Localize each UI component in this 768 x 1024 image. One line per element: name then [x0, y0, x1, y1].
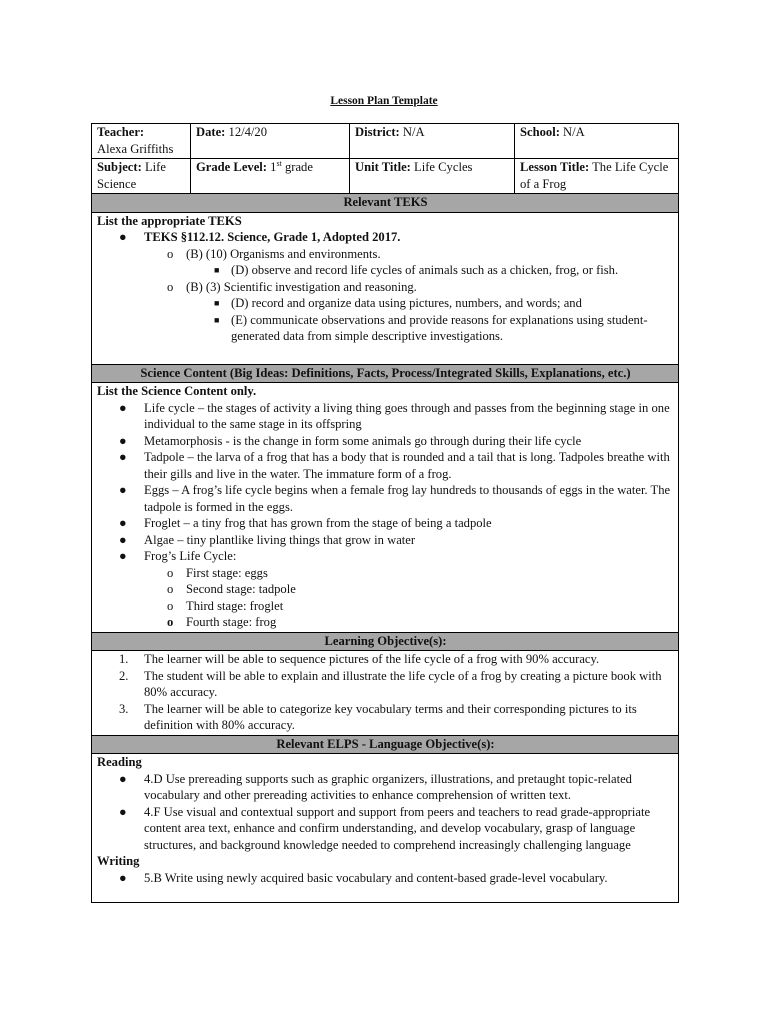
- bullet-icon: ●: [119, 532, 127, 547]
- objectives-content: [92, 651, 679, 736]
- list-item: [97, 312, 674, 345]
- circle-bullet-icon: o: [167, 615, 174, 629]
- teks-sub2-items: [97, 295, 674, 345]
- lesson-title-cell: [515, 159, 679, 194]
- list-number: 1.: [119, 652, 129, 666]
- list-item: [97, 279, 674, 296]
- science-item: Life cycle – the stages of activity a living thing goes through and passes from the beginning stage in one individual to the same stage in its offspring: [144, 400, 670, 431]
- objectives-content-row: [92, 651, 679, 736]
- science-list: [97, 400, 674, 565]
- square-bullet-icon: ■: [214, 298, 220, 308]
- science-intro: List the Science Content only.: [97, 384, 257, 398]
- subject-cell: [92, 159, 191, 194]
- writing-list: [97, 870, 674, 887]
- teks-list: [97, 229, 674, 246]
- header-row-2: [92, 159, 679, 194]
- science-item: Eggs – A frog’s life cycle begins when a female frog lay hundreds to thousands of eggs in the water. The tadpole is formed in the eggs.: [144, 483, 671, 514]
- unit-title-value: Life Cycles: [414, 160, 473, 174]
- science-item: Froglet – a tiny frog that has grown from the stage of being a tadpole: [144, 516, 492, 530]
- elps-content-row: [92, 754, 679, 903]
- school-cell: [515, 124, 679, 159]
- teks-sub-heading: (B) (3) Scientific investigation and reasoning.: [186, 279, 417, 294]
- list-item: [97, 449, 674, 482]
- teks-item: (D) record and organize data using pictures, numbers, and words; and: [231, 296, 582, 310]
- circle-bullet-icon: o: [167, 598, 174, 613]
- stage-item: First stage: eggs: [186, 565, 268, 580]
- teks-heading: Relevant TEKS: [92, 194, 679, 213]
- reading-item: 4.F Use visual and contextual support and support from peers and teachers to read grade-appropriate content area text, enhance and confirm understanding, and develop vocabulary, grasp of language structures, and background knowledge needed to comprehend increasingly challenging language: [144, 804, 651, 852]
- list-item: [97, 651, 674, 668]
- stage-item: Second stage: tadpole: [186, 582, 296, 596]
- district-label: District:: [355, 125, 400, 139]
- bullet-icon: ●: [119, 433, 127, 448]
- bullet-icon: ●: [119, 516, 127, 530]
- document-title: Lesson Plan Template: [330, 95, 438, 107]
- objective-item: The learner will be able to sequence pictures of the life cycle of a frog with 90% accuracy.: [144, 652, 600, 666]
- science-content-row: [92, 383, 679, 633]
- science-item: Algae – tiny plantlike living things that grow in water: [144, 532, 416, 547]
- elps-header-row: [92, 735, 679, 754]
- list-item: [97, 482, 674, 515]
- unit-title-cell: [350, 159, 515, 194]
- grade-suffix: st: [276, 158, 282, 168]
- objectives-list: [97, 651, 674, 734]
- grade-cell: [191, 159, 350, 194]
- lesson-plan-table: [91, 123, 679, 903]
- teks-sub-list: [97, 246, 674, 263]
- science-item: Metamorphosis - is the change in form some animals go through during their life cycle: [144, 433, 582, 448]
- teks-item: (E) communicate observations and provide reasons for explanations using student-generated data from simple descriptive investigations.: [231, 312, 648, 343]
- objective-item: The learner will be able to categorize key vocabulary terms and their corresponding pictures to its definition with 80% accuracy.: [144, 701, 637, 732]
- list-number: 2.: [119, 668, 129, 683]
- subject-label: Subject:: [97, 160, 142, 174]
- reading-label: Reading: [97, 755, 142, 769]
- list-item: [97, 771, 674, 804]
- bullet-icon: ●: [119, 771, 127, 786]
- subject-value: Life Science: [97, 160, 166, 191]
- bullet-icon: ●: [119, 870, 127, 885]
- reading-list: [97, 771, 674, 854]
- list-item: [97, 548, 674, 565]
- square-bullet-icon: ■: [214, 265, 220, 275]
- teks-standard: TEKS §112.12. Science, Grade 1, Adopted 2017.: [144, 230, 401, 244]
- bullet-icon: ●: [119, 549, 127, 563]
- bullet-icon: ●: [119, 450, 127, 464]
- objective-item: The student will be able to explain and illustrate the life cycle of a frog by creating a picture book with 80% accuracy.: [144, 668, 662, 699]
- lesson-title-label: Lesson Title:: [520, 160, 590, 174]
- stage-item: Third stage: froglet: [186, 598, 284, 613]
- list-number: 3.: [119, 701, 129, 716]
- objectives-header-row: [92, 632, 679, 651]
- date-label: Date:: [196, 125, 226, 139]
- list-item: [97, 701, 674, 734]
- bullet-icon: ●: [119, 400, 127, 415]
- science-item: Tadpole – the larva of a frog that has a body that is rounded and a tail that is long. Tadpoles breathe with their gills and live in the water. The immature form of a frog.: [144, 450, 670, 481]
- elps-content: [92, 754, 679, 903]
- list-item: [97, 229, 674, 246]
- reading-item: 4.D Use prereading supports such as graphic organizers, illustrations, and pretaught topic-related vocabulary and other prereading activities to enhance comprehension of written text.: [144, 771, 632, 802]
- elps-heading: Relevant ELPS - Language Objective(s):: [92, 735, 679, 754]
- science-item: Frog’s Life Cycle:: [144, 549, 237, 563]
- list-item: [97, 614, 674, 631]
- school-label: School:: [520, 125, 560, 139]
- teks-sub-list: [97, 279, 674, 296]
- teks-content: [92, 212, 679, 364]
- list-item: [97, 246, 674, 263]
- lesson-title-value: The Life Cycle of a Frog: [520, 160, 669, 191]
- list-item: [97, 433, 674, 450]
- writing-item: 5.B Write using newly acquired basic vocabulary and content-based grade-level vocabulary.: [144, 870, 608, 885]
- teks-header-row: [92, 194, 679, 213]
- list-item: [97, 400, 674, 433]
- bullet-icon: ●: [119, 483, 127, 497]
- header-row-1: [92, 124, 679, 159]
- teks-sub1-items: [97, 262, 674, 279]
- list-item: [97, 515, 674, 532]
- district-cell: [350, 124, 515, 159]
- science-header-row: [92, 364, 679, 383]
- writing-label: Writing: [97, 854, 140, 868]
- list-item: [97, 668, 674, 701]
- list-item: [97, 295, 674, 312]
- circle-bullet-icon: o: [167, 279, 174, 294]
- district-value: N/A: [402, 125, 425, 139]
- school-value: N/A: [563, 125, 585, 139]
- unit-title-label: Unit Title:: [355, 160, 411, 174]
- date-cell: [191, 124, 350, 159]
- square-bullet-icon: ■: [214, 314, 220, 325]
- science-content: [92, 383, 679, 633]
- list-item: [97, 565, 674, 582]
- list-item: [97, 532, 674, 549]
- life-cycle-stages: [97, 565, 674, 631]
- bullet-icon: ●: [119, 230, 127, 244]
- circle-bullet-icon: o: [167, 246, 174, 261]
- science-heading: Science Content (Big Ideas: Definitions, Facts, Process/Integrated Skills, Explanations, etc.): [92, 364, 679, 383]
- teks-intro: List the appropriate TEKS: [97, 213, 242, 228]
- grade-number: 1: [270, 160, 277, 174]
- list-item: [97, 598, 674, 615]
- teacher-value: Alexa Griffiths: [97, 141, 174, 156]
- teacher-cell: [92, 124, 191, 159]
- teks-content-row: [92, 212, 679, 364]
- bullet-icon: ●: [119, 804, 127, 819]
- date-value: 12/4/20: [228, 125, 268, 139]
- grade-label: Grade Level:: [196, 160, 267, 174]
- teacher-label: Teacher:: [97, 125, 145, 139]
- list-item: [97, 581, 674, 598]
- objectives-heading: Learning Objective(s):: [92, 632, 679, 651]
- teks-sub-heading: (B) (10) Organisms and environments.: [186, 246, 381, 261]
- grade-word: grade: [284, 160, 313, 174]
- list-item: [97, 804, 674, 854]
- circle-bullet-icon: o: [167, 582, 174, 596]
- circle-bullet-icon: o: [167, 565, 174, 580]
- list-item: [97, 262, 674, 279]
- list-item: [97, 870, 674, 887]
- teks-item: (D) observe and record life cycles of animals such as a chicken, frog, or fish.: [231, 263, 619, 277]
- stage-item: Fourth stage: frog: [186, 615, 277, 629]
